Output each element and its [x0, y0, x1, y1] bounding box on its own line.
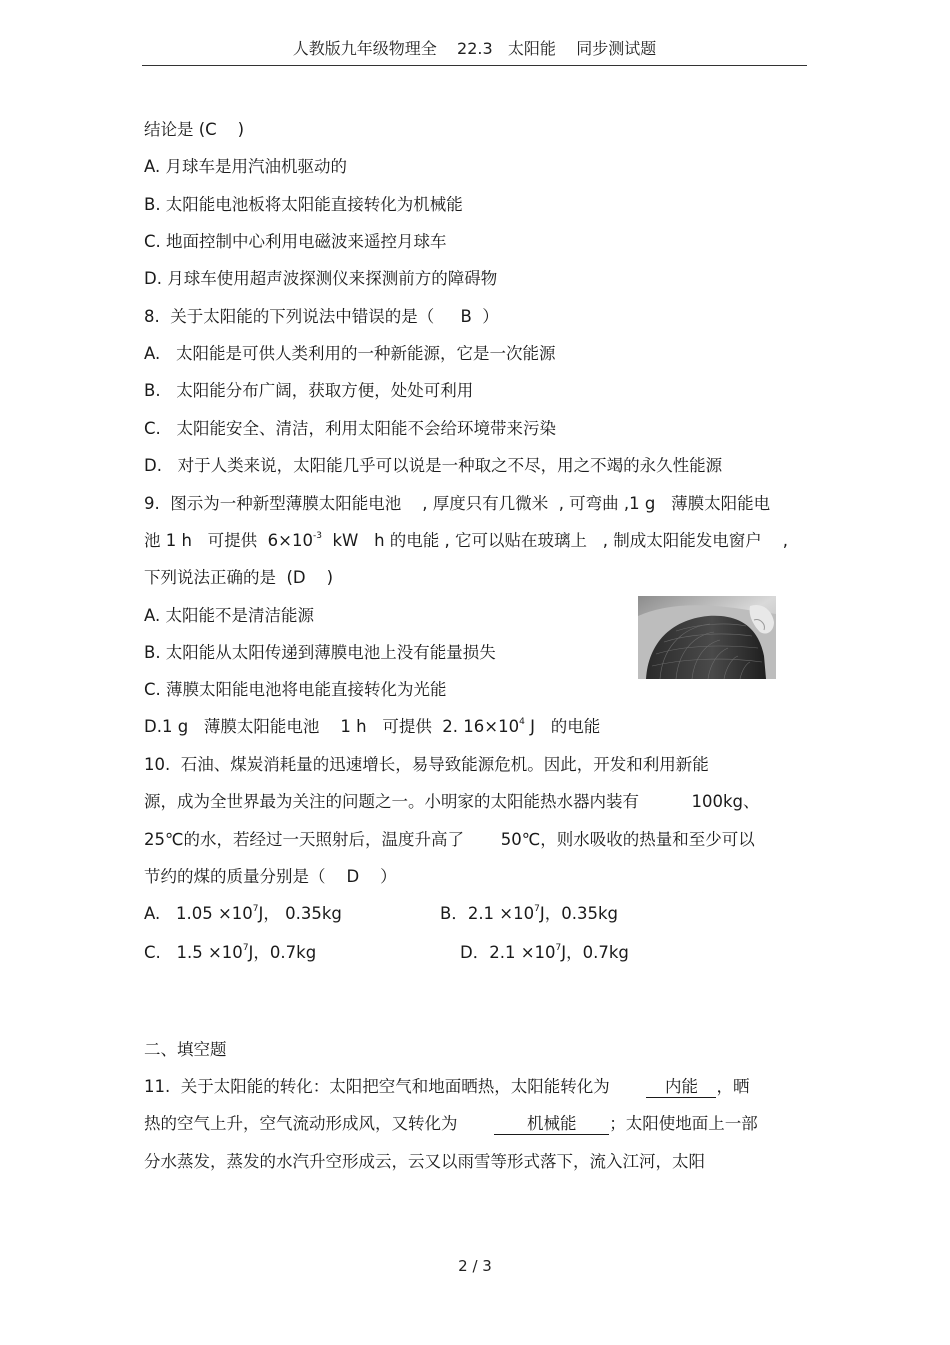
- text-fragment: 池 1 h 可提供 6×10: [144, 531, 313, 550]
- option-c: C. 太阳能安全、清洁，利用太阳能不会给环境带来污染: [144, 419, 557, 438]
- question-10-line2: 源，成为全世界最为关注的问题之一。小明家的太阳能热水器内装有 100kg、: [144, 792, 760, 811]
- question-9: 9. 图示为一种新型薄膜太阳能电池 , 厚度只有几微米 , 可弯曲 ,1 g 薄膜太阳能电: [144, 494, 771, 513]
- thin-film-solar-cell-photo: [638, 596, 776, 679]
- question-8: 8. 关于太阳能的下列说法中错误的是（ B ）: [144, 307, 499, 326]
- option-c: [144, 942, 316, 964]
- text-fragment: 热的空气上升，空气流动形成风，又转化为: [144, 1114, 495, 1133]
- option-c: C. 薄膜太阳能电池将电能直接转化为光能: [144, 680, 447, 699]
- text-fragment: J， 0.35kg: [258, 904, 342, 923]
- option-b: B. 太阳能分布广阔，获取方便，处处可利用: [144, 381, 474, 400]
- option-b: [440, 903, 618, 925]
- question-11-line3: 分水蒸发，蒸发的水汽升空形成云，云又以雨雪等形式落下，流入江河，太阳: [144, 1152, 705, 1171]
- text-fragment: 11. 关于太阳能的转化：太阳把空气和地面晒热，太阳能转化为: [144, 1077, 647, 1096]
- exponent: 7: [555, 943, 562, 953]
- solar-panel-illustration: [638, 596, 776, 679]
- option-c: C. 地面控制中心利用电磁波来遥控月球车: [144, 232, 447, 251]
- option-d: [144, 716, 600, 738]
- text-fragment: B．2.1 ×10: [440, 904, 535, 923]
- exponent: 7: [534, 904, 540, 914]
- answer-blank: 内能: [646, 1077, 716, 1098]
- text-line: 结论是 (C ): [144, 120, 245, 139]
- exponent: 4: [519, 717, 525, 727]
- text-fragment: A. 1.05 ×10: [144, 904, 253, 923]
- option-b: B. 太阳能从太阳传递到薄膜电池上没有能量损失: [144, 643, 496, 662]
- option-d: D. 对于人类来说，太阳能几乎可以说是一种取之不尽，用之不竭的永久性能源: [144, 456, 723, 475]
- question-11-line2: [144, 1113, 758, 1135]
- option-b: B. 太阳能电池板将太阳能直接转化为机械能: [144, 195, 463, 214]
- text-fragment: J，0.35kg: [539, 904, 619, 923]
- exponent: 7: [252, 904, 259, 914]
- text-fragment: ；太阳使地面上一部: [609, 1114, 758, 1133]
- option-d: [460, 942, 629, 964]
- answer-blank: 机械能: [494, 1114, 609, 1135]
- page-header: 人教版九年级物理全 22.3 太阳能 同步测试题: [142, 38, 807, 66]
- option-a: [144, 903, 342, 925]
- option-d: D. 月球车使用超声波探测仪来探测前方的障碍物: [144, 269, 498, 288]
- question-9-line3: 下列说法正确的是 (D ): [144, 568, 334, 587]
- option-a: A. 太阳能是可供人类利用的一种新能源，它是一次能源: [144, 344, 556, 363]
- section-title: 二、填空题: [144, 1040, 227, 1059]
- question-9-line2: [144, 530, 788, 552]
- text-fragment: J 的电能: [524, 717, 601, 736]
- exponent: 7: [242, 943, 249, 953]
- question-10-line3: 25℃的水，若经过一天照射后，温度升高了 50℃，则水吸收的热量和至少可以: [144, 830, 755, 849]
- text-fragment: D．2.1 ×10: [460, 943, 556, 962]
- text-fragment: J，0.7kg: [248, 943, 317, 962]
- question-10-line4: 节约的煤的质量分别是（ D ）: [144, 867, 397, 886]
- exponent: -3: [313, 531, 322, 541]
- text-fragment: C. 1.5 ×10: [144, 943, 243, 962]
- page-number: 2 / 3: [458, 1257, 492, 1275]
- text-fragment: kW h 的电能 , 它可以贴在玻璃上 , 制成太阳能发电窗户 ,: [321, 531, 788, 550]
- option-a: A. 太阳能不是清洁能源: [144, 606, 314, 625]
- question-11: [144, 1076, 749, 1098]
- option-a: A. 月球车是用汽油机驱动的: [144, 157, 347, 176]
- text-fragment: ，晒: [716, 1077, 750, 1096]
- text-fragment: D.1 g 薄膜太阳能电池 1 h 可提供 2. 16×10: [144, 717, 520, 736]
- text-fragment: J，0.7kg: [561, 943, 629, 962]
- question-10: 10. 石油、煤炭消耗量的迅速增长，易导致能源危机。因此，开发和利用新能: [144, 755, 709, 774]
